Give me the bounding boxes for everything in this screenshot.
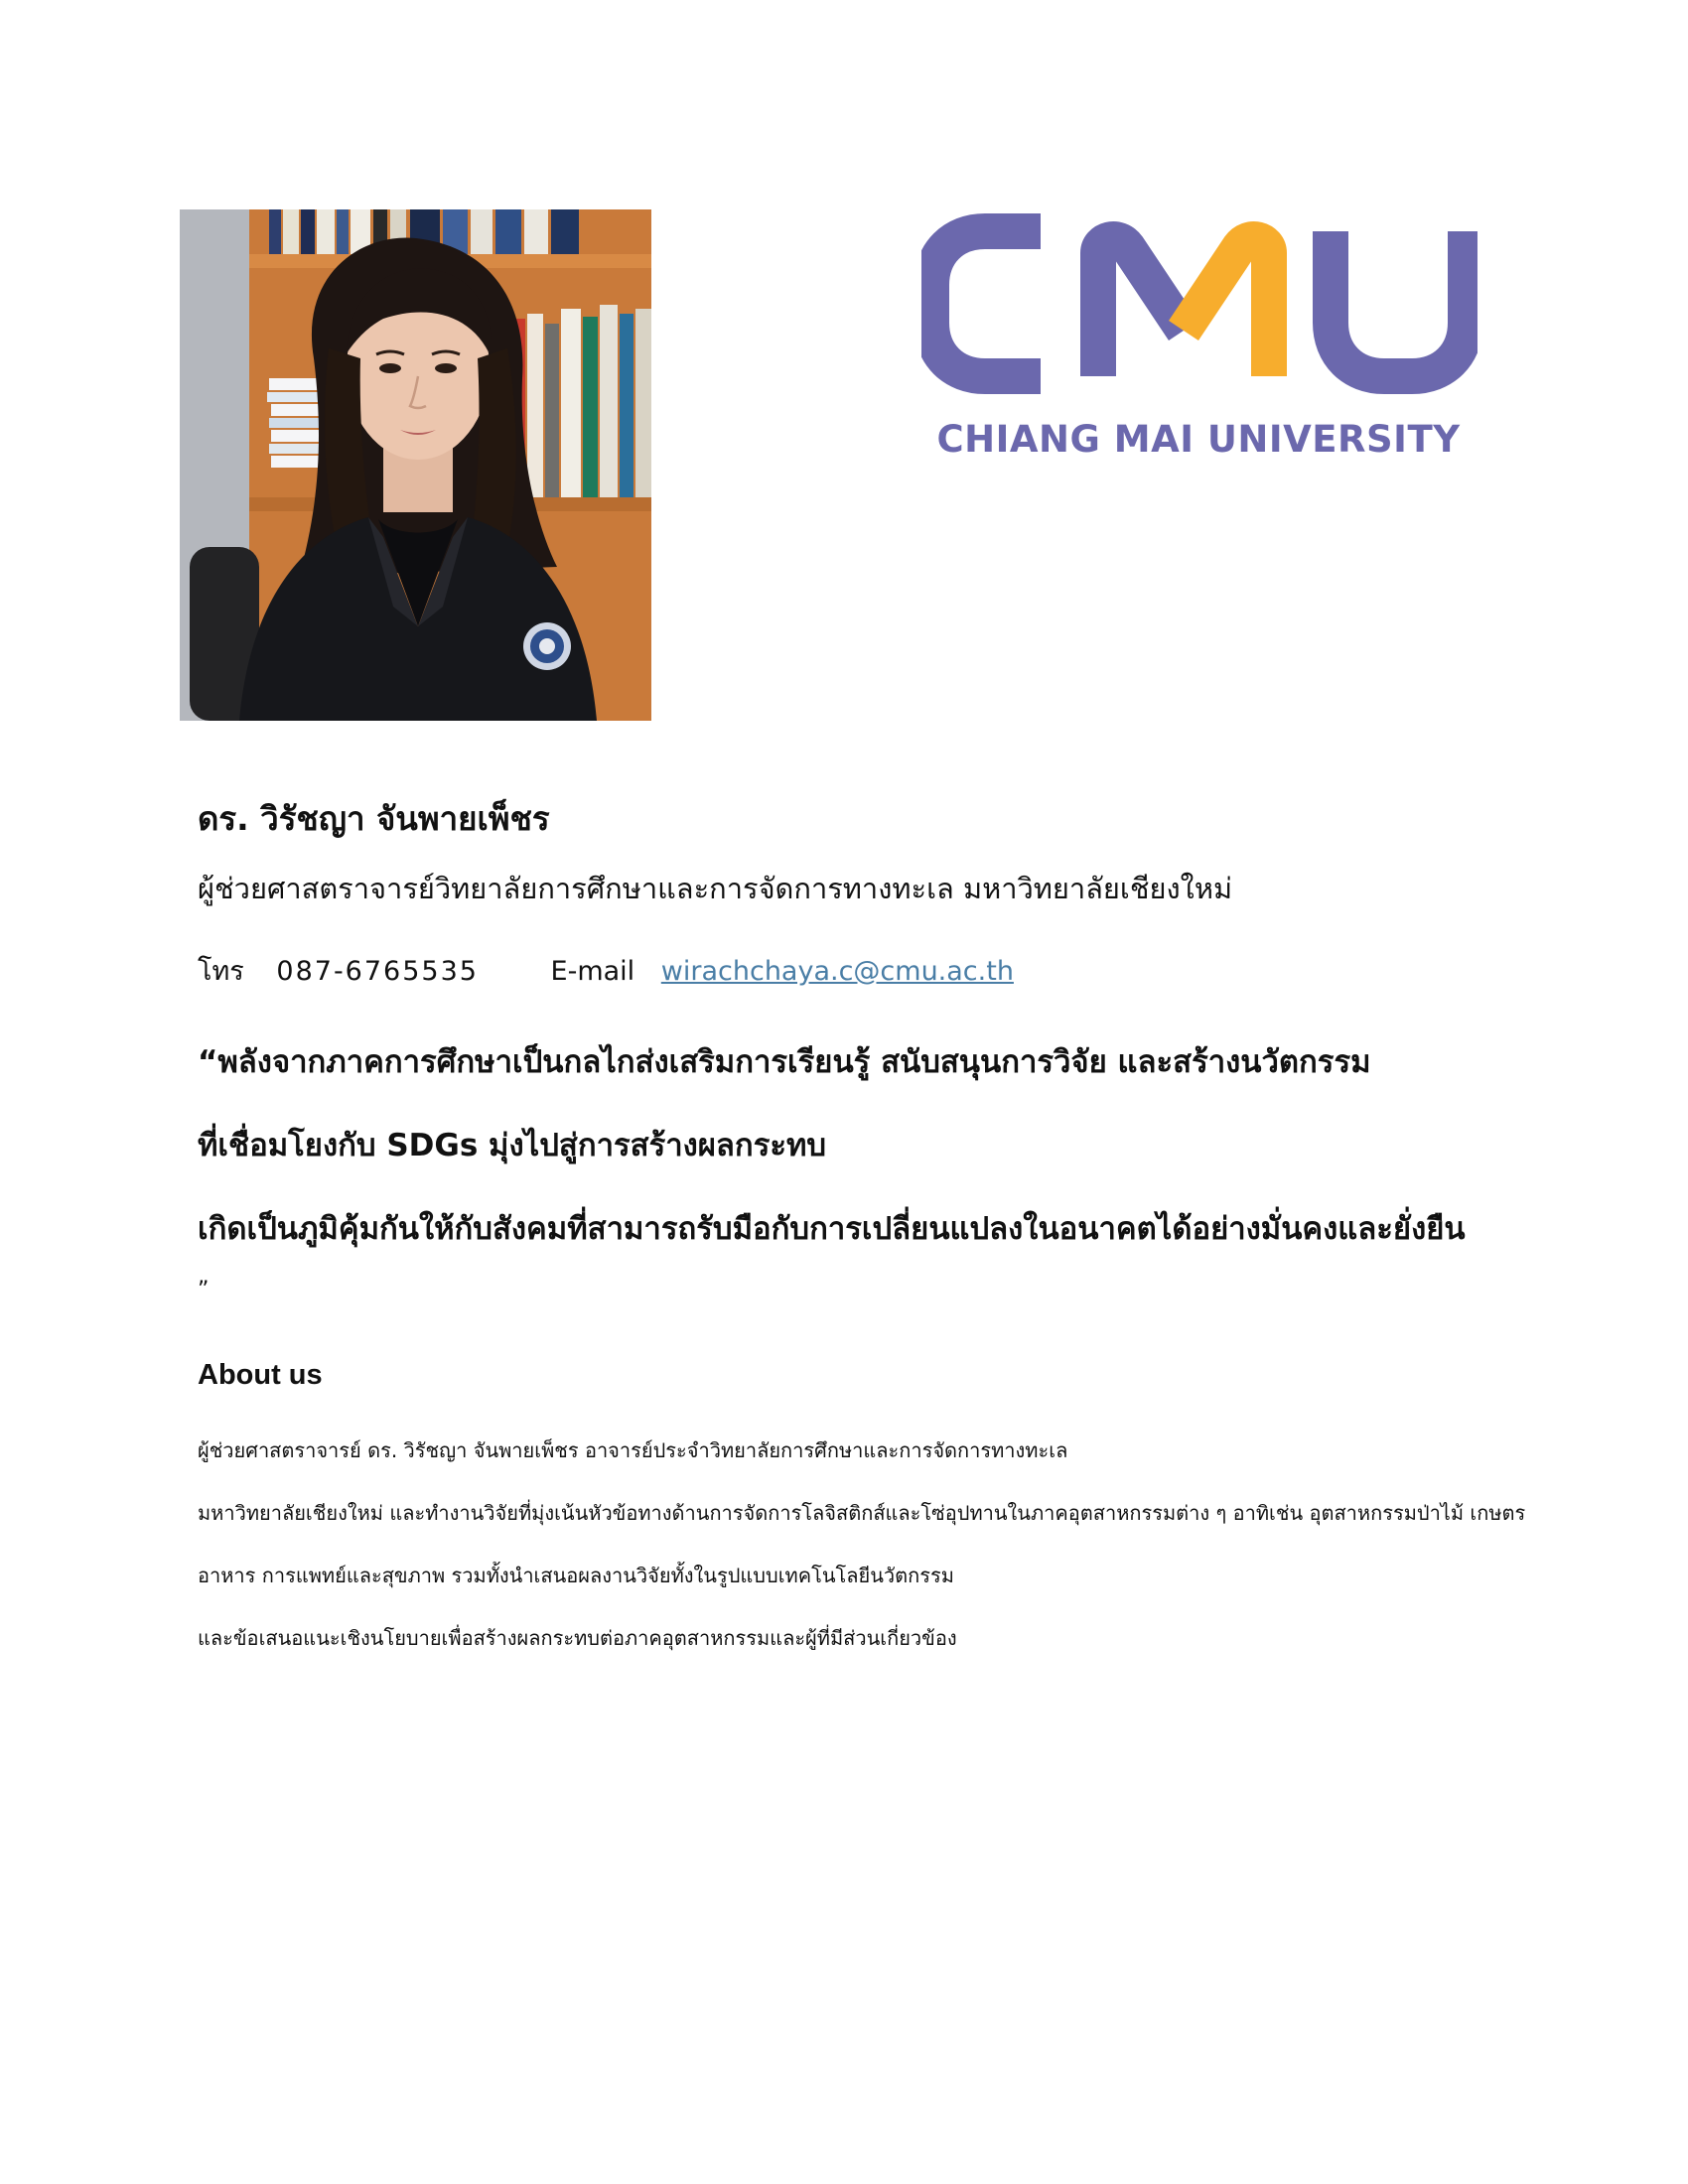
phone-number: 087-6765535 bbox=[276, 956, 479, 987]
logo-subtitle: CHIANG MAI UNIVERSITY bbox=[936, 418, 1461, 461]
about-line: ผู้ช่วยศาสตราจารย์ ดร. วิรัชญา จันพายเพ็ชร อาจารย์ประจำวิทยาลัยการศึกษาและการจัดการทางทะเล bbox=[198, 1438, 1068, 1462]
about-title: About us bbox=[198, 1359, 323, 1391]
quote-closing-mark: ” bbox=[198, 1278, 210, 1302]
profile-name: ดร. วิรัชญา จันพายเพ็ชร bbox=[198, 799, 550, 838]
profile-text bbox=[198, 784, 1526, 1670]
about-line: และข้อเสนอแนะเชิงนโยบายเพื่อสร้างผลกระทบต่อภาคอุตสาหกรรมและผู้ที่มีส่วนเกี่ยวข้อง bbox=[198, 1626, 957, 1650]
contact-line bbox=[198, 941, 1508, 1021]
phone-label: โทร bbox=[198, 956, 244, 987]
about-line: อาหาร การแพทย์และสุขภาพ รวมทั้งนำเสนอผลงานวิจัยทั้งในรูปแบบเทคโนโลยีนวัตกรรม bbox=[198, 1564, 954, 1587]
cmu-logo bbox=[921, 213, 1477, 462]
profile-photo bbox=[180, 209, 651, 721]
quote-line: “พลังจากภาคการศึกษาเป็นกลไกส่งเสริมการเรียนรู้ สนับสนุนการวิจัย และสร้างนวัตกรรม bbox=[198, 1044, 1371, 1080]
email-link[interactable]: wirachchaya.c@cmu.ac.th bbox=[660, 956, 1014, 987]
about-line: มหาวิทยาลัยเชียงใหม่ และทำงานวิจัยที่มุ่งเน้นหัวข้อทางด้านการจัดการโลจิสติกส์และโซ่อุปทานในภาคอุตสาหกรรมต่าง ๆ อาทิเช่น อุตสาหกรรมป่าไม้ เกษตร bbox=[198, 1501, 1526, 1525]
profile-position: ผู้ช่วยศาสตราจารย์วิทยาลัยการศึกษาและการจัดการทางทะเล มหาวิทยาลัยเชียงใหม่ bbox=[198, 872, 1233, 905]
quote-line: ที่เชื่อมโยงกับ SDGs มุ่งไปสู่การสร้างผลกระทบ bbox=[198, 1128, 827, 1163]
about-body bbox=[198, 1420, 1526, 1670]
quote-line: เกิดเป็นภูมิคุ้มกันให้กับสังคมที่สามารถรับมือกับการเปลี่ยนแปลงในอนาคตได้อย่างมั่นคงและยั่งยืน bbox=[198, 1211, 1466, 1247]
email-label: E-mail bbox=[550, 956, 635, 987]
quote bbox=[198, 1021, 1508, 1271]
